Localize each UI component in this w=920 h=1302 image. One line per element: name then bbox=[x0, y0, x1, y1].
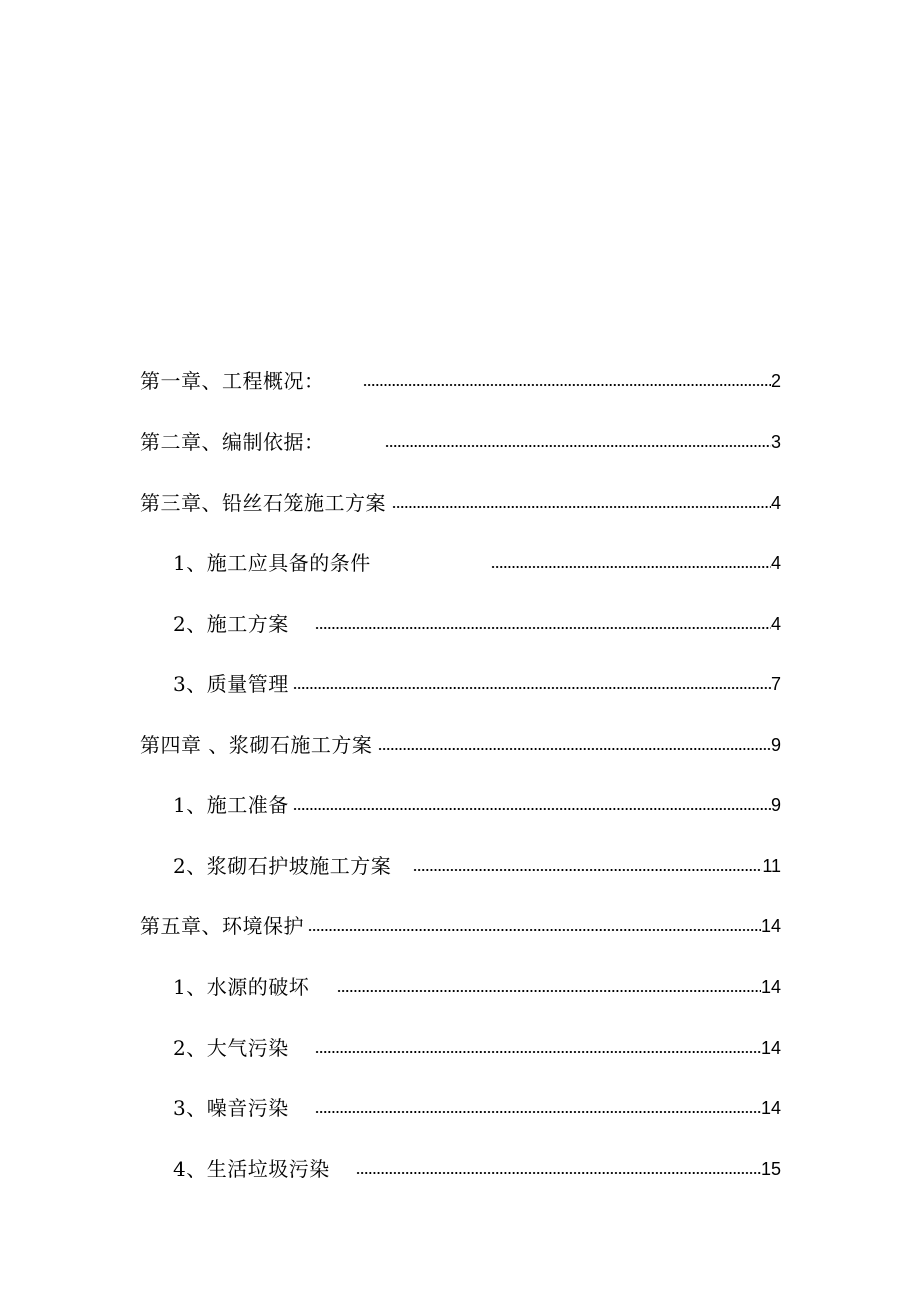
toc-entry-title: 4、生活垃圾污染 bbox=[173, 1157, 330, 1181]
toc-entry-page: 11 bbox=[762, 856, 781, 876]
toc-entry-page: 14 bbox=[760, 1098, 781, 1118]
toc-entry-page: 14 bbox=[760, 1038, 781, 1058]
toc-dot-leader bbox=[491, 564, 771, 570]
toc-dot-leader bbox=[293, 806, 771, 812]
toc-dot-leader bbox=[315, 1049, 761, 1055]
toc-dot-leader bbox=[337, 988, 761, 994]
toc-entry-page: 4 bbox=[770, 493, 781, 513]
toc-entry-section-4-2[interactable] bbox=[173, 849, 781, 879]
toc-entry-page: 14 bbox=[760, 977, 781, 997]
toc-entry-title: 2、浆砌石护坡施工方案 bbox=[173, 854, 392, 878]
toc-entry-title: 第二章、编制依据： bbox=[140, 430, 325, 454]
toc-entry-title: 2、大气污染 bbox=[173, 1036, 289, 1060]
toc-entry-section-5-3[interactable] bbox=[173, 1091, 781, 1121]
toc-dot-leader bbox=[363, 382, 771, 388]
toc-entry-section-3-1[interactable] bbox=[173, 546, 781, 576]
toc-entry-page: 4 bbox=[770, 553, 781, 573]
toc-dot-leader bbox=[392, 504, 771, 510]
toc-dot-leader bbox=[378, 746, 771, 752]
toc-entry-title: 1、水源的破坏 bbox=[173, 975, 310, 999]
toc-entry-section-3-2[interactable] bbox=[173, 607, 781, 637]
toc-entry-section-5-4[interactable] bbox=[173, 1152, 781, 1182]
toc-entry-title: 3、质量管理 bbox=[173, 672, 289, 696]
toc-dot-leader bbox=[356, 1170, 761, 1176]
toc-entry-section-5-1[interactable] bbox=[173, 970, 781, 1000]
toc-entry-section-3-3[interactable] bbox=[173, 667, 781, 697]
toc-entry-title: 第三章、铅丝石笼施工方案 bbox=[140, 491, 386, 515]
toc-entry-page: 3 bbox=[770, 432, 781, 452]
toc-entry-title: 1、施工准备 bbox=[173, 793, 289, 817]
toc-entry-chapter-5[interactable] bbox=[140, 909, 781, 939]
toc-entry-title: 2、施工方案 bbox=[173, 612, 289, 636]
toc-entry-chapter-1[interactable] bbox=[140, 364, 781, 394]
toc-entry-page: 4 bbox=[770, 614, 781, 634]
toc-dot-leader bbox=[385, 443, 771, 449]
toc-dot-leader bbox=[315, 1109, 761, 1115]
toc-entry-page: 9 bbox=[770, 735, 781, 755]
toc-entry-section-5-2[interactable] bbox=[173, 1031, 781, 1061]
toc-entry-page: 2 bbox=[770, 371, 781, 391]
toc-entry-title: 第一章、工程概况： bbox=[140, 369, 325, 393]
toc-entry-title: 第四章 、浆砌石施工方案 bbox=[140, 733, 373, 757]
toc-entry-page: 15 bbox=[760, 1159, 781, 1179]
toc-entry-title: 3、噪音污染 bbox=[173, 1096, 289, 1120]
toc-dot-leader bbox=[315, 625, 771, 631]
toc-entry-section-4-1[interactable] bbox=[173, 788, 781, 818]
toc-dot-leader bbox=[293, 685, 771, 691]
toc-entry-page: 14 bbox=[760, 916, 781, 936]
toc-dot-leader bbox=[413, 867, 762, 873]
toc-entry-title: 第五章、环境保护 bbox=[140, 914, 304, 938]
toc-entry-title: 1、施工应具备的条件 bbox=[173, 551, 371, 575]
toc-entry-chapter-2[interactable] bbox=[140, 425, 781, 455]
toc-entry-page: 9 bbox=[770, 795, 781, 815]
toc-entry-page: 7 bbox=[770, 674, 781, 694]
toc-dot-leader bbox=[308, 927, 761, 933]
toc-entry-chapter-4[interactable] bbox=[140, 728, 781, 758]
toc-entry-chapter-3[interactable] bbox=[140, 486, 781, 516]
